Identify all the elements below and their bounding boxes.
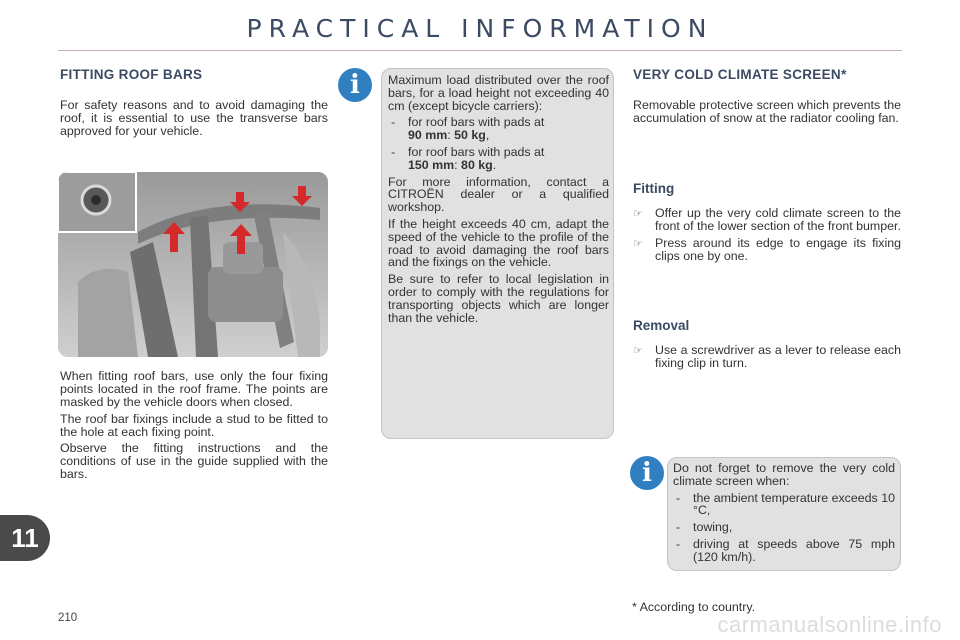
chapter-tab: 11 bbox=[0, 515, 50, 561]
roof-bars-intro-text: For safety reasons and to avoid damaging the roof, it is essential to use the transverse bars approved for your vehicle. bbox=[60, 98, 328, 139]
list-item: ☞ Press around its edge to engage its fixing clips one by one. bbox=[633, 236, 901, 263]
car-interior-illustration bbox=[58, 172, 328, 357]
list-item: - the ambient temperature exceeds 10 °C, bbox=[676, 490, 895, 518]
list-item: - driving at speeds above 75 mph (120 km/h). bbox=[676, 536, 895, 564]
roof-bars-instructions bbox=[60, 370, 328, 485]
roof-load-item: - for roof bars with pads at 90 mm: 50 kg, bbox=[391, 115, 545, 143]
pointing-hand-icon: ☞ bbox=[633, 207, 643, 220]
info-icon: i bbox=[630, 456, 664, 490]
roof-load-paragraph-2: If the height exceeds 40 cm, adapt the speed of the vehicle to the profile of the road to avoid damaging the roof bars and the fixings on the vehicle. bbox=[388, 216, 609, 270]
roof-load-info-text bbox=[388, 74, 609, 328]
page-number: 210 bbox=[58, 612, 78, 624]
removal-steps bbox=[633, 344, 901, 374]
footnote: * According to country. bbox=[632, 600, 756, 614]
info-icon: i bbox=[338, 68, 372, 102]
cold-screen-info-text bbox=[673, 462, 895, 568]
list-item: ☞ Offer up the very cold climate screen to the front of the lower section of the front bumper. bbox=[633, 206, 901, 233]
pointing-hand-icon: ☞ bbox=[633, 344, 643, 357]
page-title: PRACTICAL INFORMATION bbox=[246, 14, 714, 43]
fitting-steps bbox=[633, 207, 901, 267]
list-item: ☞ Use a screwdriver as a lever to release each fixing clip in turn. bbox=[633, 343, 901, 370]
cold-climate-screen-heading: VERY COLD CLIMATE SCREEN* bbox=[633, 67, 847, 82]
fitting-roof-bars-heading: FITTING ROOF BARS bbox=[60, 67, 203, 82]
roof-load-paragraph-1: For more information, contact a CITROËN dealer or a qualified workshop. bbox=[388, 174, 609, 215]
fitting-heading: Fitting bbox=[633, 181, 675, 196]
roof-load-intro: Maximum load distributed over the roof bars, for a load height not exceeding 40 cm (except bicycle carriers): bbox=[388, 73, 609, 113]
watermark: carmanualsonline.info bbox=[717, 612, 942, 637]
roof-bars-paragraph-3: Observe the fitting instructions and the conditions of use in the guide supplied with the bars. bbox=[60, 441, 328, 482]
cold-climate-intro-text: Removable protective screen which prevents the accumulation of snow at the radiator cooling fan. bbox=[633, 98, 901, 126]
removal-heading: Removal bbox=[633, 318, 690, 333]
roof-bars-paragraph-2: The roof bar fixings include a stud to be fitted to the hole at each fixing point. bbox=[60, 411, 328, 439]
roof-load-item: - for roof bars with pads at 150 mm: 80 kg. bbox=[391, 144, 545, 172]
car-interior-drawing bbox=[58, 172, 328, 357]
cold-climate-intro bbox=[633, 99, 901, 128]
pointing-hand-icon: ☞ bbox=[633, 237, 643, 250]
list-item: - towing, bbox=[676, 520, 733, 535]
title-divider bbox=[58, 50, 902, 51]
cold-screen-info-intro: Do not forget to remove the very cold climate screen when: bbox=[673, 461, 895, 488]
roof-bars-intro bbox=[60, 99, 328, 142]
roof-load-paragraph-3: Be sure to refer to local legislation in order to comply with the regulations for transporting objects which are longer than the vehicle. bbox=[388, 272, 609, 325]
roof-bars-paragraph-1: When fitting roof bars, use only the four fixing points located in the roof frame. The points are masked by the vehicle doors when closed. bbox=[60, 369, 328, 410]
